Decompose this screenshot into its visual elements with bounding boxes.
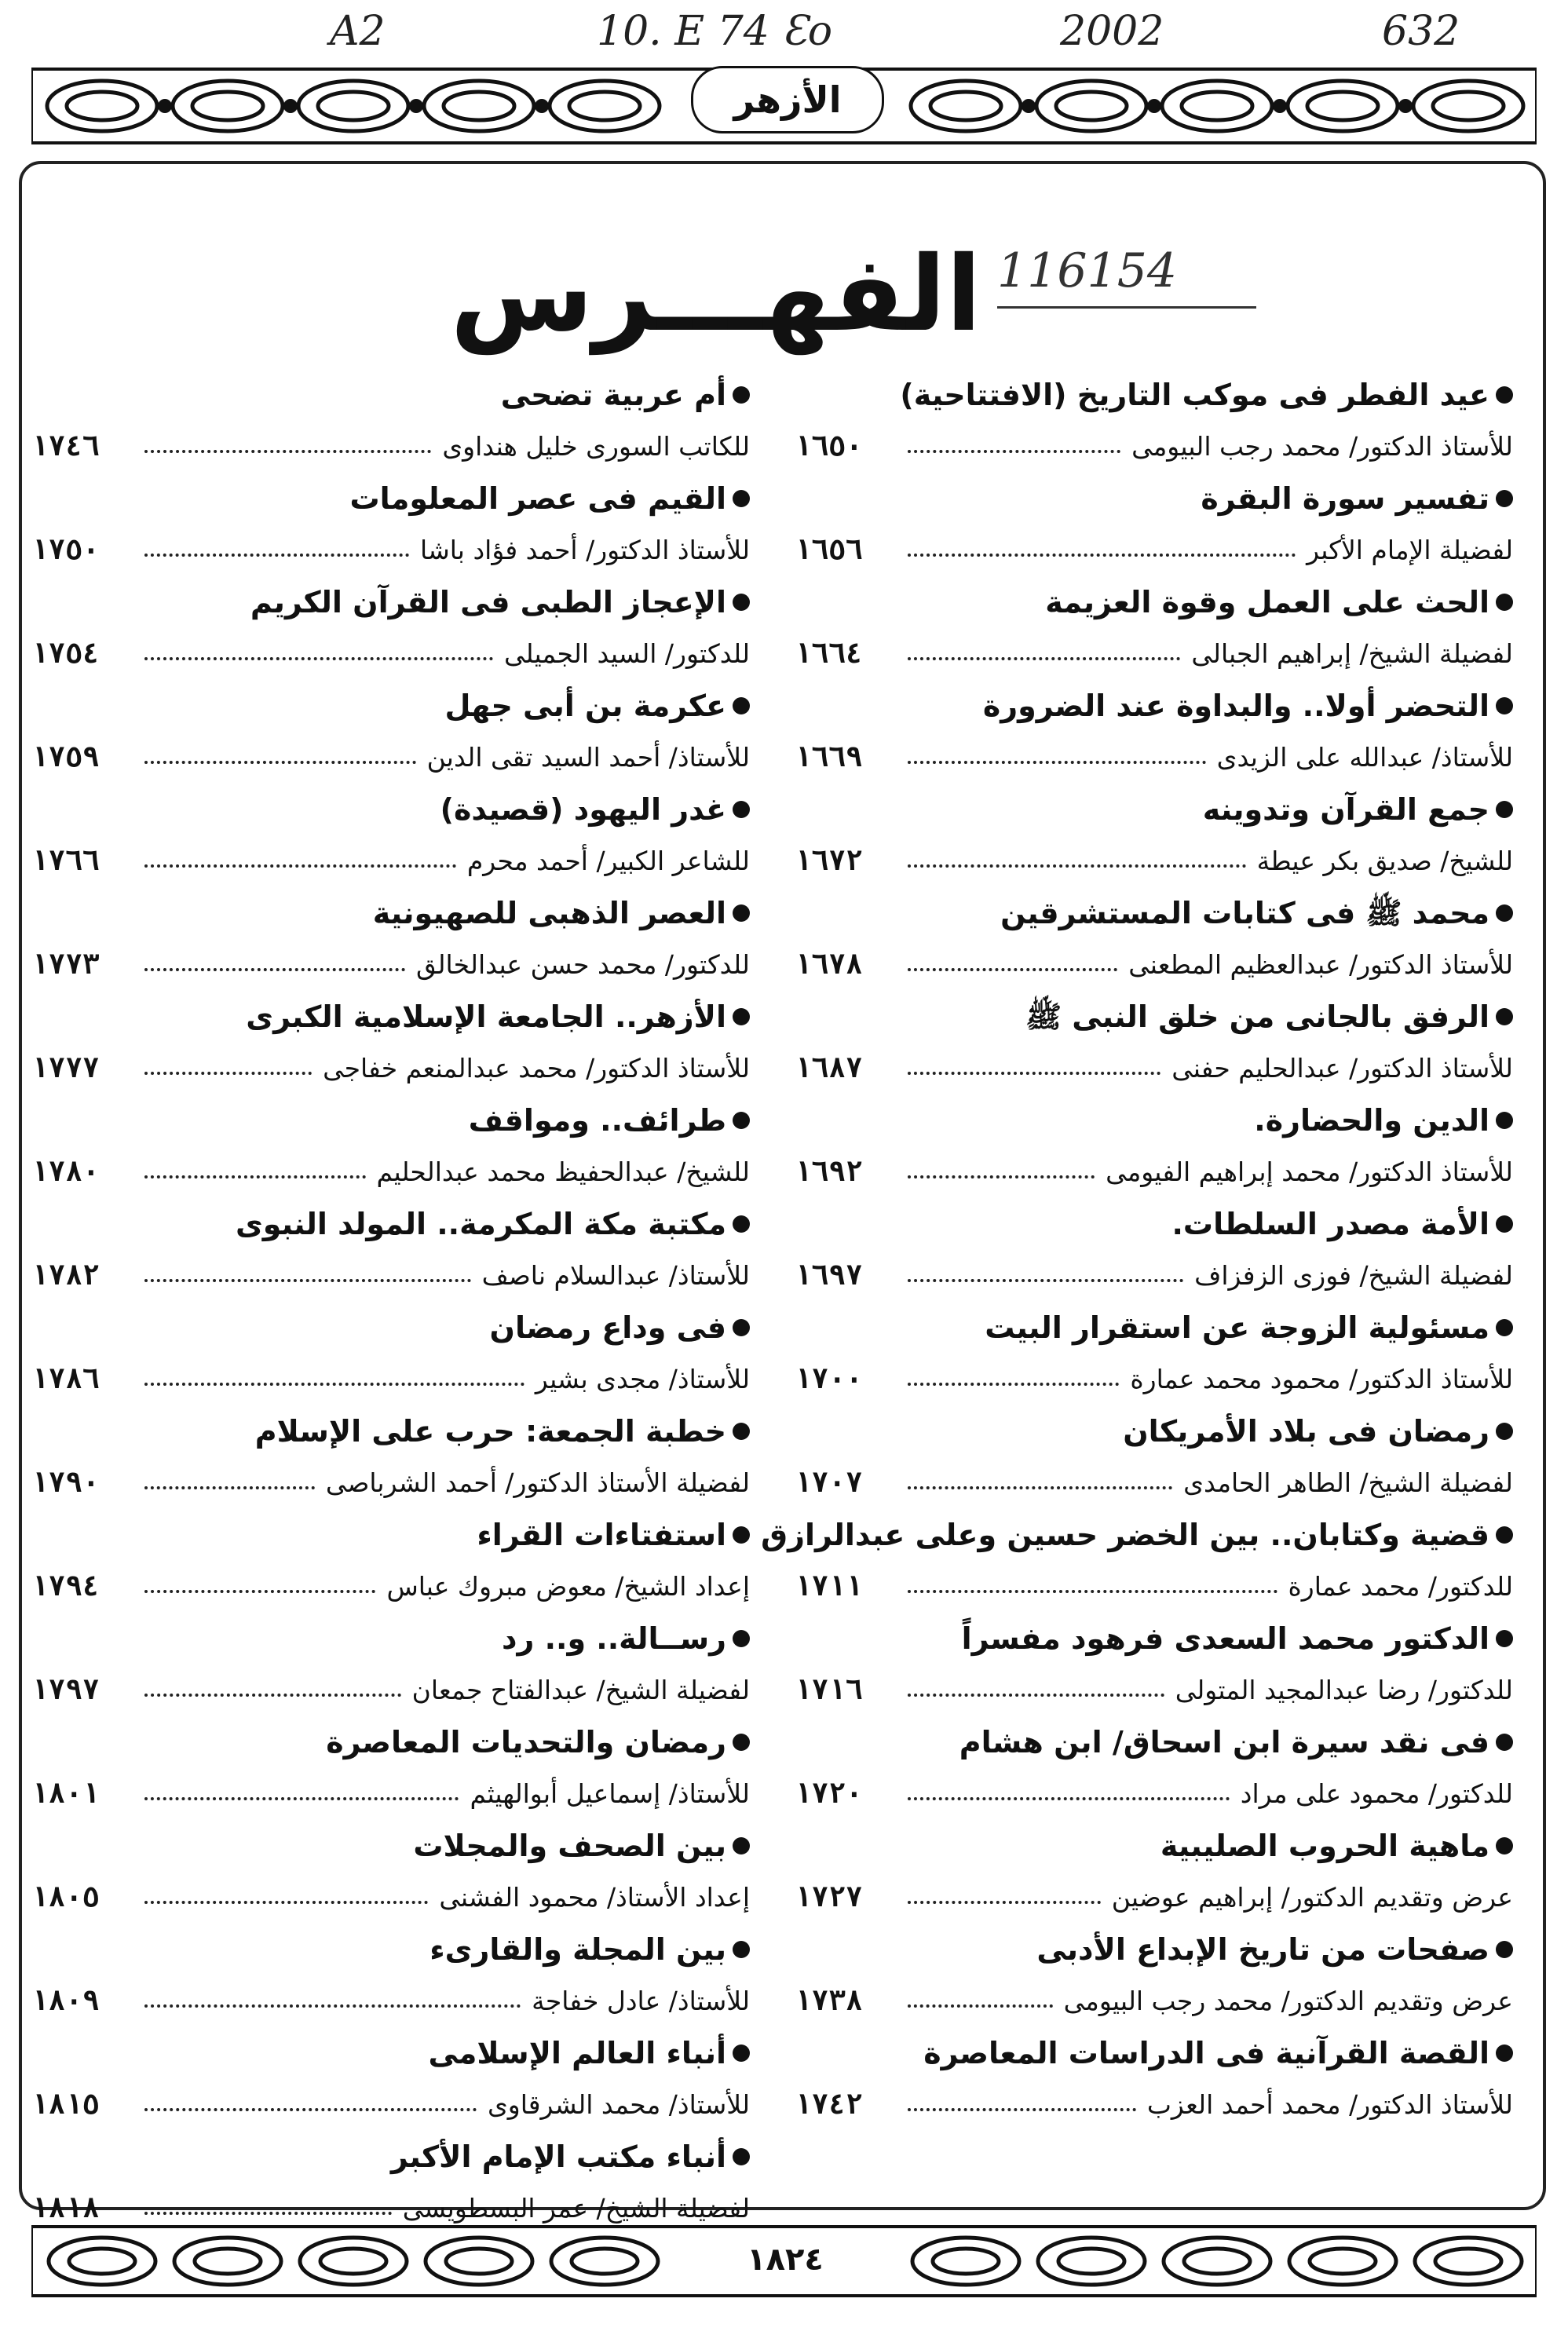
toc-entry-page-number: ١٧٩٠ (31, 1467, 100, 1499)
toc-entry-title-row (795, 473, 1513, 524)
bullet-icon (733, 801, 750, 818)
toc-entry-page-number: ١٧١١ (795, 1570, 863, 1602)
bullet-icon (1496, 1630, 1513, 1647)
toc-entry-title: جمع القرآن وتدوينه (1202, 792, 1489, 827)
toc-entry-author-row (31, 835, 750, 887)
toc-entry-author: للشاعر الكبير/ أحمد محرم (466, 846, 750, 876)
dot-leader (144, 1279, 471, 1282)
dot-leader (144, 1383, 524, 1386)
toc-entry-author: لفضيلة الشيخ/ فوزى الزفزاف (1194, 1260, 1513, 1291)
dot-leader (908, 1901, 1101, 1904)
bullet-icon (1496, 1319, 1513, 1336)
toc-entry-title-row (795, 576, 1513, 628)
toc-entry-author: للأستاذ/ عادل خفاجة (532, 1986, 750, 2016)
toc-entry-title: خطبة الجمعة: حرب على الإسلام (254, 1414, 726, 1449)
toc-entry (795, 991, 1513, 1094)
toc-entry-title-row (31, 991, 750, 1043)
toc-entry-author: للأستاذ الدكتور/ عبدالعظيم المطعنى (1128, 949, 1513, 980)
toc-entry-author-row (31, 421, 750, 473)
bullet-icon (1496, 697, 1513, 714)
toc-entry-page-number: ١٧٥٩ (31, 741, 100, 773)
toc-entry-author-row (795, 835, 1513, 887)
toc-entry-page-number: ١٧١٦ (795, 1674, 863, 1706)
toc-entry-title-row (795, 1198, 1513, 1250)
toc-entry-author: للأستاذ/ إسماعيل أبوالهيثم (470, 1778, 750, 1809)
toc-entry-page-number: ١٦٦٤ (795, 638, 863, 670)
toc-entry (795, 1716, 1513, 1820)
toc-entry (795, 1613, 1513, 1716)
toc-entry (31, 1820, 750, 1924)
bullet-icon (733, 1630, 750, 1647)
bullet-icon (1496, 1215, 1513, 1233)
dot-leader (908, 1590, 1277, 1593)
bullet-icon (1496, 1941, 1513, 1958)
dot-leader (144, 1590, 375, 1593)
dot-leader (908, 657, 1180, 660)
toc-entry (31, 1094, 750, 1198)
masthead-logo-alazhar: الأزهر (691, 66, 884, 133)
dot-leader (908, 761, 1206, 764)
dot-leader (144, 761, 416, 764)
toc-entry (31, 784, 750, 887)
toc-entry (795, 576, 1513, 680)
toc-entry-author: للشيخ/ صديق بكر عيطة (1256, 846, 1513, 876)
toc-entry-author: للأستاذ الدكتور/ عبدالحليم حفنى (1171, 1053, 1513, 1083)
toc-entry-title: استفتاءات القراء (477, 1518, 726, 1552)
dot-leader (144, 1072, 312, 1075)
toc-entry (761, 1509, 1513, 1613)
handwritten-note-a2: A2 (330, 8, 386, 55)
toc-entry-title: محمد ﷺ فى كتابات المستشرقين (1000, 896, 1489, 930)
toc-entry-title-row (31, 887, 750, 939)
toc-entry-author-row (31, 2079, 750, 2131)
toc-entry-title-row (31, 1716, 750, 1768)
toc-entry-page-number: ١٧٣٨ (795, 1985, 863, 2017)
bullet-icon (733, 386, 750, 404)
toc-entry-title: طرائف.. ومواقف (468, 1103, 726, 1138)
toc-entry-title: الحث على العمل وقوة العزيمة (1045, 585, 1489, 619)
toc-entry-page-number: ١٧٥٠ (31, 534, 100, 566)
toc-entry-author-row (31, 628, 750, 680)
toc-entry-page-number: ١٦٥٦ (795, 534, 863, 566)
toc-entry-title: رمضان فى بلاد الأمريكان (1123, 1414, 1489, 1449)
page-title: الفهـــرس (450, 234, 981, 355)
dot-leader (908, 1797, 1230, 1800)
toc-entry (795, 1405, 1513, 1509)
toc-entry-author-row (31, 1975, 750, 2027)
toc-entry-author: للشيخ/ عبدالحفيظ محمد عبدالحليم (376, 1157, 750, 1187)
toc-entry (795, 473, 1513, 576)
toc-entry (31, 1405, 750, 1509)
bullet-icon (733, 594, 750, 611)
toc-entry (31, 1198, 750, 1302)
bullet-icon (733, 1112, 750, 1129)
bullet-icon (1496, 1526, 1513, 1544)
dot-leader (144, 1901, 428, 1904)
dot-leader (144, 2004, 521, 2008)
toc-entry (31, 887, 750, 991)
dot-leader (908, 1694, 1164, 1697)
toc-entry-title: القصة القرآنية فى الدراسات المعاصرة (923, 2036, 1489, 2070)
toc-entry-page-number: ١٨١٨ (31, 2192, 100, 2224)
toc-entry-title: عيد الفطر فى موكب التاريخ (الافتتاحية) (900, 378, 1489, 412)
bullet-icon (1496, 904, 1513, 922)
toc-entry-author-row (795, 1043, 1513, 1094)
toc-entry-title: الرفق بالجانى من خلق النبى ﷺ (1025, 999, 1489, 1034)
toc-entry-author: عرض وتقديم الدكتور/ إبراهيم عوضين (1111, 1882, 1513, 1913)
toc-entry-page-number: ١٧٨٢ (31, 1259, 100, 1292)
toc-entry-author-row (795, 2079, 1513, 2131)
bullet-icon (733, 1837, 750, 1854)
toc-entry-author: للأستاذ/ عبدالله على الزيدى (1216, 742, 1513, 773)
toc-entry-title-row (795, 369, 1513, 421)
dot-leader (908, 2108, 1136, 2111)
toc-entry-title: غدر اليهود (قصيدة) (440, 792, 726, 827)
toc-entry (31, 991, 750, 1094)
toc-entry-author: للأستاذ الدكتور/ محمد إبراهيم الفيومى (1106, 1157, 1513, 1187)
toc-entry-author-row (31, 1146, 750, 1198)
handwritten-note-year: 2002 (1060, 8, 1164, 55)
dot-leader (908, 968, 1117, 971)
toc-column-left (31, 369, 750, 2224)
toc-entry-author: لفضيلة الإمام الأكبر (1307, 535, 1513, 565)
dot-leader (144, 2108, 477, 2111)
toc-entry-author-row (795, 1768, 1513, 1820)
toc-entry-author-row (795, 421, 1513, 473)
toc-entry-page-number: ١٦٧٢ (795, 845, 863, 877)
bullet-icon (1496, 1837, 1513, 1854)
toc-entry-author-row (31, 1250, 750, 1302)
dot-leader (144, 450, 431, 453)
toc-entry-title: الأمة مصدر السلطات. (1171, 1207, 1489, 1241)
bullet-icon (1496, 490, 1513, 507)
toc-entry-title-row (31, 1820, 750, 1872)
toc-entry-page-number: ١٧٩٧ (31, 1674, 100, 1706)
toc-entry-author-row (795, 1872, 1513, 1924)
toc-entry-author: للأستاذ/ محمد الشرقاوى (487, 2089, 750, 2120)
toc-entry-author: عرض وتقديم الدكتور/ محمد رجب البيومى (1063, 1986, 1513, 2016)
toc-entry-title-row (795, 887, 1513, 939)
toc-entry-page-number: ١٨٠٩ (31, 1985, 100, 2017)
dot-leader (908, 1383, 1119, 1386)
bullet-icon (1496, 1734, 1513, 1751)
toc-entry (31, 1302, 750, 1405)
library-stamp-number: 116154 (997, 236, 1256, 309)
toc-entry-page-number: ١٨٠٥ (31, 1881, 100, 1913)
toc-entry-page-number: ١٧٤٢ (795, 2088, 863, 2121)
toc-entry (31, 680, 750, 784)
toc-entry-author: للأستاذ/ مجدى بشير (535, 1364, 750, 1394)
toc-entry-title: بين المجلة والقارىء (429, 1932, 726, 1967)
bullet-icon (733, 2148, 750, 2165)
toc-entry-title-row (795, 1094, 1513, 1146)
toc-entry-author-row (795, 1146, 1513, 1198)
toc-entry (31, 369, 750, 473)
toc-entry-page-number: ١٧٧٣ (31, 948, 100, 981)
toc-entry-author-row (31, 1043, 750, 1094)
toc-entry (31, 1613, 750, 1716)
toc-entry (795, 784, 1513, 887)
bullet-icon (733, 1526, 750, 1544)
toc-entry-title: أنباء العالم الإسلامى (428, 2036, 726, 2070)
toc-entry-title: بين الصحف والمجلات (413, 1829, 726, 1863)
bullet-icon (733, 1008, 750, 1025)
toc-entry-title: الأزهر.. الجامعة الإسلامية الكبرى (246, 999, 726, 1034)
toc-entry-author: لفضيلة الشيخ/ عمر البسطويسى (402, 2193, 750, 2224)
toc-entry-title: صفحات من تاريخ الإبداع الأدبى (1036, 1932, 1489, 1967)
toc-entry-title-row (795, 2027, 1513, 2079)
toc-entry (31, 1716, 750, 1820)
toc-entry-author-row (795, 1354, 1513, 1405)
toc-entry-author: للدكتور/ رضا عبدالمجيد المتولى (1175, 1675, 1513, 1705)
bullet-icon (1496, 2044, 1513, 2062)
toc-entry-author-row (795, 939, 1513, 991)
toc-entry-title: القيم فى عصر المعلومات (349, 481, 726, 516)
toc-entry-author: للدكتور/ محمد حسن عبدالخالق (415, 949, 750, 980)
dot-leader (144, 968, 405, 971)
toc-entry-title: الدين والحضارة. (1254, 1103, 1489, 1138)
toc-entry-author: لفضيلة الأستاذ الدكتور/ أحمد الشرباصى (325, 1467, 750, 1498)
toc-entry-page-number: ١٦٦٩ (795, 741, 863, 773)
toc-entry-title: الإعجاز الطبى فى القرآن الكريم (250, 585, 726, 619)
toc-entry-title-row (795, 1302, 1513, 1354)
toc-entry-title: قضية وكتابان.. بين الخضر حسين وعلى عبدالرازق (761, 1518, 1489, 1552)
toc-entry-title-row (795, 1924, 1513, 1975)
toc-entry-title-row (795, 1613, 1513, 1664)
bullet-icon (1496, 801, 1513, 818)
toc-entry (795, 887, 1513, 991)
toc-entry-title: فى وداع رمضان (489, 1310, 726, 1345)
toc-entry-page-number: ١٨٠١ (31, 1778, 100, 1810)
toc-entry-title-row (31, 1094, 750, 1146)
toc-entry-title-row (31, 369, 750, 421)
toc-entry-title-row (31, 2131, 750, 2183)
dot-leader (908, 554, 1296, 557)
bullet-icon (1496, 1112, 1513, 1129)
toc-entry-author-row (31, 1561, 750, 1613)
toc-entry-title-row (795, 784, 1513, 835)
toc-entry-author: للدكتور/ محمود على مراد (1240, 1778, 1513, 1809)
toc-entry-title-row (795, 680, 1513, 732)
bullet-icon (1496, 1423, 1513, 1440)
toc-entry (795, 369, 1513, 473)
dot-leader (144, 1694, 401, 1697)
toc-entry-title-row (31, 1302, 750, 1354)
toc-entry-title: العصر الذهبى للصهيونية (372, 896, 726, 930)
bullet-icon (733, 904, 750, 922)
toc-entry-page-number: ١٧٠٠ (795, 1363, 863, 1395)
toc-entry-page-number: ١٧٨٦ (31, 1363, 100, 1395)
toc-entry-author-row (795, 1664, 1513, 1716)
toc-entry-page-number: ١٧٠٧ (795, 1467, 863, 1499)
handwritten-note-date: 10. E 74 Ɛo (597, 8, 833, 55)
toc-entry-page-number: ١٦٥٠ (795, 430, 863, 462)
toc-entry-author: إعداد الشيخ/ معوض مبروك عباس (386, 1571, 750, 1602)
toc-entry-author-row (795, 628, 1513, 680)
dot-leader (144, 2212, 392, 2215)
toc-entry-title-row (31, 1198, 750, 1250)
toc-entry-title-row (31, 576, 750, 628)
toc-entry-author-row (795, 1561, 1513, 1613)
toc-entry-page-number: ١٧٥٤ (31, 638, 100, 670)
toc-entry-title: رمضان والتحديات المعاصرة (326, 1725, 726, 1759)
dot-leader (908, 1175, 1095, 1178)
toc-entry-title-row (795, 991, 1513, 1043)
bullet-icon (1496, 594, 1513, 611)
toc-entry-page-number: ١٧٢٧ (795, 1881, 863, 1913)
toc-entry-page-number: ١٦٨٧ (795, 1052, 863, 1084)
bullet-icon (733, 697, 750, 714)
toc-entry-author: للأستاذ الدكتور/ أحمد فؤاد باشا (420, 535, 750, 565)
toc-entry (31, 2131, 750, 2235)
toc-entry (31, 1509, 750, 1613)
dot-leader (908, 864, 1246, 868)
dot-leader (144, 1175, 366, 1178)
toc-entry-page-number: ١٧٢٠ (795, 1778, 863, 1810)
bullet-icon (733, 1319, 750, 1336)
toc-entry-author: إعداد الأستاذ/ محمود الفشنى (439, 1882, 750, 1913)
toc-entry-author-row (31, 1768, 750, 1820)
toc-entry-author-row (795, 1975, 1513, 2027)
toc-entry-title-row (31, 680, 750, 732)
toc-entry-page-number: ١٧٧٧ (31, 1052, 100, 1084)
toc-entry (795, 1094, 1513, 1198)
dot-leader (144, 1797, 459, 1800)
toc-entry (795, 1924, 1513, 2027)
toc-column-right (761, 369, 1513, 2175)
toc-entry-title: مسئولية الزوجة عن استقرار البيت (985, 1310, 1489, 1345)
toc-entry-title: فى نقد سيرة ابن اسحاق/ ابن هشام (959, 1725, 1489, 1759)
toc-entry-author: للأستاذ/ أحمد السيد تقى الدين (426, 742, 750, 773)
toc-entry (795, 2027, 1513, 2131)
toc-entry-author-row (795, 1250, 1513, 1302)
toc-entry (795, 1820, 1513, 1924)
dot-leader (144, 657, 493, 660)
dot-leader (908, 2004, 1053, 2008)
toc-entry-title-row (795, 1820, 1513, 1872)
toc-entry-title-row (31, 1924, 750, 1975)
toc-entry-author: للأستاذ الدكتور/ محمد أحمد العزب (1146, 2089, 1513, 2120)
dot-leader (908, 450, 1120, 453)
toc-entry-title: تفسير سورة البقرة (1201, 481, 1489, 516)
toc-entry (795, 1302, 1513, 1405)
toc-entry-author: للدكتور/ محمد عمارة (1288, 1571, 1513, 1602)
toc-entry-author: للأستاذ الدكتور/ محمد عبدالمنعم خفاجى (323, 1053, 750, 1083)
toc-entry-author: لفضيلة الشيخ/ عبدالفتاح جمعان (411, 1675, 750, 1705)
toc-entry-author-row (31, 1457, 750, 1509)
bullet-icon (1496, 386, 1513, 404)
toc-entry-author: للأستاذ/ عبدالسلام ناصف (481, 1260, 750, 1291)
toc-entry-author-row (795, 732, 1513, 784)
toc-entry-author-row (31, 732, 750, 784)
bullet-icon (733, 1734, 750, 1751)
toc-entry-title-row (31, 2027, 750, 2079)
bullet-icon (733, 490, 750, 507)
toc-entry (31, 2027, 750, 2131)
toc-entry (795, 1198, 1513, 1302)
toc-entry (795, 680, 1513, 784)
bullet-icon (1496, 1008, 1513, 1025)
toc-entry-author-row (31, 939, 750, 991)
toc-entry-title-row (31, 784, 750, 835)
handwritten-note-number: 632 (1382, 8, 1460, 55)
toc-entry-title-row (761, 1509, 1513, 1561)
toc-entry-author-row (31, 524, 750, 576)
dot-leader (908, 1486, 1172, 1489)
toc-entry-author: لفضيلة الشيخ/ إبراهيم الجبالى (1191, 638, 1513, 669)
toc-entry-page-number: ١٧٩٤ (31, 1570, 100, 1602)
toc-entry-title: الدكتور محمد السعدى فرهود مفسراً (961, 1621, 1489, 1656)
dot-leader (908, 1279, 1183, 1282)
toc-entry-author-row (31, 1872, 750, 1924)
toc-entry-author-row (795, 524, 1513, 576)
toc-entry-author-row (31, 1354, 750, 1405)
toc-entry-title-row (795, 1405, 1513, 1457)
toc-entry-author: لفضيلة الشيخ/ الطاهر الحامدى (1183, 1467, 1513, 1498)
toc-entry-title: أنباء مكتب الإمام الأكبر (390, 2140, 726, 2174)
toc-entry-author: للأستاذ الدكتور/ محمود محمد عمارة (1130, 1364, 1513, 1394)
toc-entry-author: للدكتور/ السيد الجميلى (504, 638, 750, 669)
toc-entry-title-row (795, 1716, 1513, 1768)
toc-entry-page-number: ١٧٦٦ (31, 845, 100, 877)
toc-entry-title: أم عربية تضحى (500, 378, 726, 412)
toc-entry-page-number: ١٦٧٨ (795, 948, 863, 981)
toc-entry-title-row (31, 473, 750, 524)
dot-leader (144, 1486, 315, 1489)
toc-entry-page-number: ١٦٩٧ (795, 1259, 863, 1292)
toc-entry-title: مكتبة مكة المكرمة.. المولد النبوى (235, 1207, 726, 1241)
toc-entry-title: رســالة.. و.. رد (501, 1621, 726, 1656)
toc-entry-page-number: ١٧٨٠ (31, 1156, 100, 1188)
bullet-icon (733, 1941, 750, 1958)
bullet-icon (733, 1423, 750, 1440)
toc-entry (31, 1924, 750, 2027)
stamp-faint-marks (1272, 251, 1508, 298)
toc-entry-author-row (795, 1457, 1513, 1509)
toc-entry-title: ماهية الحروب الصليبية (1160, 1829, 1489, 1863)
toc-entry-title: عكرمة بن أبى جهل (444, 689, 726, 723)
toc-entry-page-number: ١٨١٥ (31, 2088, 100, 2121)
bullet-icon (733, 1215, 750, 1233)
toc-entry-page-number: ١٦٩٢ (795, 1156, 863, 1188)
toc-entry-title: التحضر أولا.. والبداوة عند الضرورة (982, 689, 1489, 723)
toc-entry-author: للأستاذ الدكتور/ محمد رجب البيومى (1131, 431, 1513, 462)
toc-entry (31, 576, 750, 680)
toc-entry-author-row (31, 1664, 750, 1716)
toc-entry-title-row (31, 1509, 750, 1561)
toc-entry-page-number: ١٧٤٦ (31, 430, 100, 462)
toc-entry-title-row (31, 1405, 750, 1457)
toc-entry-author: للكاتب السورى خليل هنداوى (442, 431, 750, 462)
dot-leader (144, 554, 409, 557)
dot-leader (144, 864, 456, 868)
toc-entry (31, 473, 750, 576)
toc-entry-title-row (31, 1613, 750, 1664)
dot-leader (908, 1072, 1160, 1075)
bullet-icon (733, 2044, 750, 2062)
footer-page-number: ١٨٢٤ (726, 2228, 844, 2291)
